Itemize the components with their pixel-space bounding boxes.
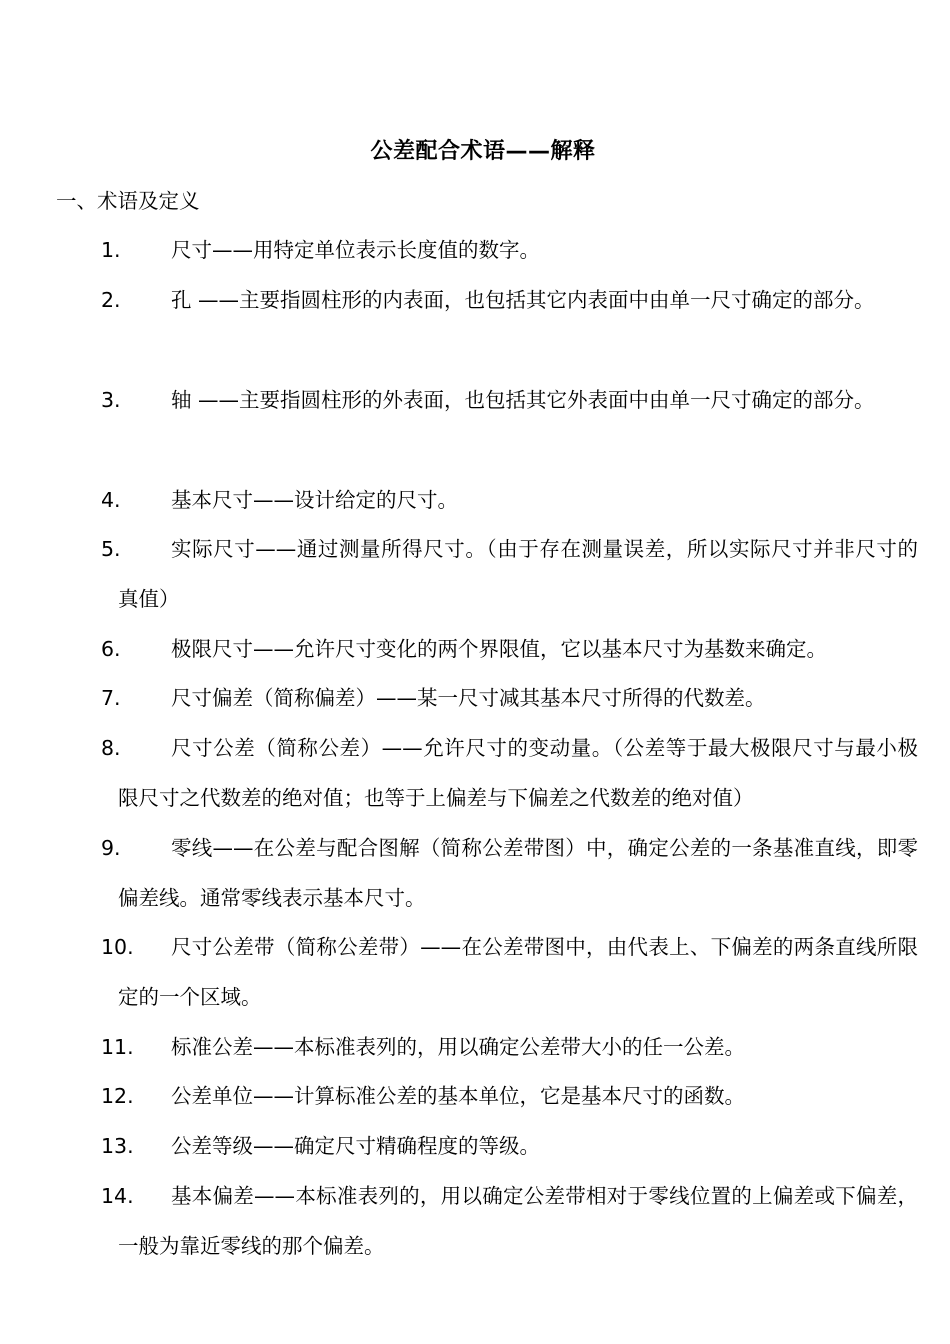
term-number: 1. (101, 238, 121, 262)
section-heading: 一、术语及定义 (56, 189, 200, 213)
term-number: 7. (101, 686, 121, 710)
term-definition: 极限尺寸——允许尺寸变化的两个界限值，它以基本尺寸为基数来确定。 (171, 637, 827, 661)
term-definition: 公差单位——计算标准公差的基本单位，它是基本尺寸的函数。 (171, 1084, 745, 1108)
term-number: 14. (101, 1184, 134, 1208)
term-definition: 公差等级——确定尺寸精确程度的等级。 (171, 1134, 540, 1158)
term-number: 2. (101, 288, 121, 312)
term-definition: 实际尺寸——通过测量所得尺寸。（由于存在测量误差，所以实际尺寸并非尺寸的真值） (118, 537, 918, 611)
term-definition: 孔 ——主要指圆柱形的内表面，也包括其它内表面中由单一尺寸确定的部分。 (171, 288, 875, 312)
term-definition: 标准公差——本标准表列的，用以确定公差带大小的任一公差。 (171, 1035, 745, 1059)
term-definition: 尺寸偏差（简称偏差）——某一尺寸减其基本尺寸所得的代数差。 (171, 686, 766, 710)
term-number: 9. (101, 836, 121, 860)
document-title: 公差配合术语——解释 (370, 139, 596, 164)
term-number: 11. (101, 1035, 134, 1059)
term-number: 10. (101, 935, 134, 959)
term-definition: 尺寸公差（简称公差）——允许尺寸的变动量。（公差等于最大极限尺寸与最小极限尺寸之代数差的绝对值；也等于上偏差与下偏差之代数差的绝对值） (118, 736, 918, 810)
term-definition: 尺寸公差带（简称公差带）——在公差带图中，由代表上、下偏差的两条直线所限定的一个区域。 (118, 935, 918, 1009)
term-number: 12. (101, 1084, 134, 1108)
term-number: 4. (101, 488, 121, 512)
term-number: 6. (101, 637, 121, 661)
term-definition: 零线——在公差与配合图解（简称公差带图）中，确定公差的一条基准直线，即零偏差线。通常零线表示基本尺寸。 (118, 836, 918, 910)
term-definition: 基本偏差——本标准表列的，用以确定公差带相对于零线位置的上偏差或下偏差，一般为靠近零线的那个偏差。 (118, 1184, 918, 1258)
term-definition: 尺寸——用特定单位表示长度值的数字。 (171, 238, 540, 262)
term-number: 13. (101, 1134, 134, 1158)
term-number: 5. (101, 537, 121, 561)
term-number: 3. (101, 388, 121, 412)
term-definition: 基本尺寸——设计给定的尺寸。 (171, 488, 458, 512)
term-number: 8. (101, 736, 121, 760)
term-definition: 轴 ——主要指圆柱形的外表面，也包括其它外表面中由单一尺寸确定的部分。 (171, 388, 875, 412)
